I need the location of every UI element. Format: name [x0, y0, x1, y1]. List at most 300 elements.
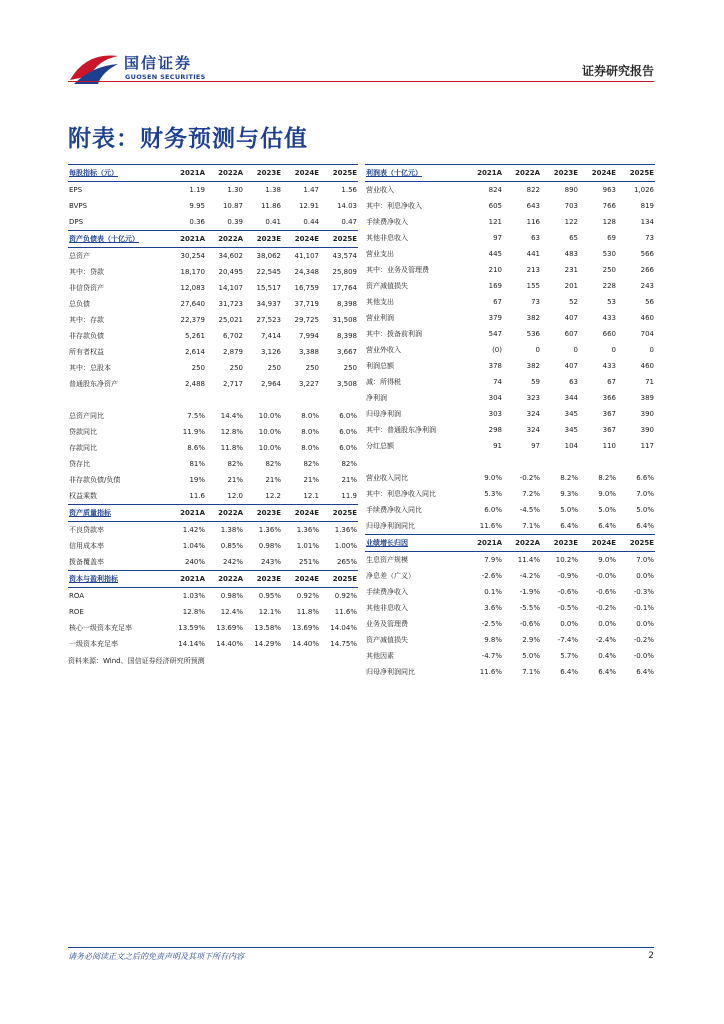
row-value: 8.6%	[187, 444, 205, 452]
row-value: 29,725	[294, 316, 319, 324]
row-value: 2.9%	[522, 636, 540, 644]
table-row	[365, 326, 655, 342]
row-label: 分红总额	[366, 442, 394, 450]
row-value: 6.0%	[339, 444, 357, 452]
table-title	[68, 231, 168, 248]
row-value: 242%	[222, 558, 243, 566]
financial-table	[68, 230, 358, 504]
row-value: 91	[493, 442, 502, 450]
row-value: 0	[611, 346, 616, 354]
row-value: 0.98%	[220, 592, 243, 600]
year-header: 2022A	[206, 231, 244, 248]
table-row	[365, 374, 655, 390]
financial-table	[68, 570, 358, 652]
row-value: 266	[640, 266, 654, 274]
row-value: 1.19	[189, 186, 205, 194]
row-value: 16,759	[294, 284, 319, 292]
table-row	[68, 198, 358, 214]
row-value: 566	[640, 250, 654, 258]
row-value: 0.41	[265, 218, 281, 226]
row-value: 82%	[341, 460, 357, 468]
row-value: 298	[488, 426, 502, 434]
row-value: 117	[640, 442, 654, 450]
row-label: 营业利润	[366, 314, 394, 322]
row-value	[168, 392, 206, 408]
row-label: 其中：业务及管理费	[366, 266, 429, 274]
row-value: -0.3%	[633, 588, 654, 596]
table-row	[68, 296, 358, 312]
row-value: 20,495	[218, 268, 243, 276]
table-row	[68, 488, 358, 504]
row-value: 367	[602, 410, 616, 418]
financial-table	[365, 534, 655, 680]
row-value: 3,508	[336, 380, 357, 388]
row-value: -4.2%	[519, 572, 540, 580]
year-header: 2023E	[244, 571, 282, 588]
row-value: 379	[488, 314, 502, 322]
row-value: 122	[564, 218, 578, 226]
row-label: 资产减值损失	[366, 282, 408, 290]
table-row	[68, 344, 358, 360]
row-value: 67	[493, 298, 502, 306]
row-value: -2.5%	[481, 620, 502, 628]
row-label: 普通股东净资产	[69, 380, 118, 388]
row-value: 2,717	[222, 380, 243, 388]
row-value: 231	[564, 266, 578, 274]
row-value: 5.3%	[484, 490, 502, 498]
row-value: 389	[640, 394, 654, 402]
row-label: 生息资产规模	[366, 556, 408, 564]
page-number: 2	[648, 951, 654, 961]
row-label: 手续费净收入	[366, 588, 408, 596]
table-row	[365, 182, 655, 199]
row-value: 3,667	[336, 348, 357, 356]
row-value: 8.0%	[301, 444, 319, 452]
spacer-row	[68, 392, 358, 408]
year-header: 2025E	[320, 505, 358, 522]
row-value: 213	[526, 266, 540, 274]
row-value: 890	[564, 186, 578, 194]
row-value: 483	[564, 250, 578, 258]
row-value: 0.47	[341, 218, 357, 226]
row-label: 总资产	[69, 252, 90, 260]
row-value: 445	[488, 250, 502, 258]
row-value: 59	[531, 378, 540, 386]
row-value: 11.6%	[479, 668, 502, 676]
row-value: 390	[640, 426, 654, 434]
row-value: 10.0%	[258, 428, 281, 436]
row-label: 存款同比	[69, 444, 97, 452]
year-header: 2023E	[541, 535, 579, 552]
row-value: 6.4%	[636, 522, 654, 530]
logo-english-name: GUOSEN SECURITIES	[125, 73, 206, 81]
row-value: 104	[564, 442, 578, 450]
year-header: 2022A	[206, 165, 244, 182]
row-value: 13.69%	[216, 624, 243, 632]
row-value: 407	[564, 362, 578, 370]
row-value: 67	[607, 378, 616, 386]
row-label: 净息差（广义）	[366, 572, 415, 580]
row-value: 21%	[303, 476, 319, 484]
row-value: 250	[602, 266, 616, 274]
row-value: 13.59%	[178, 624, 205, 632]
row-value: 460	[640, 362, 654, 370]
row-value: 0.1%	[484, 588, 502, 596]
year-header: 2021A	[168, 165, 206, 182]
row-label: ROA	[69, 592, 85, 600]
row-value: 12.1%	[258, 608, 281, 616]
row-value: 11.8%	[296, 608, 319, 616]
row-label: 非存款负债/负债	[69, 476, 121, 484]
table-row	[365, 262, 655, 278]
table-row	[365, 486, 655, 502]
table-row	[365, 310, 655, 326]
row-value: 14.14%	[178, 640, 205, 648]
row-value: 7.2%	[522, 490, 540, 498]
row-label: 非存款负债	[69, 332, 104, 340]
row-value: 407	[564, 314, 578, 322]
row-label: 其中：利息净收入	[366, 202, 422, 210]
row-value: 65	[569, 234, 578, 242]
table-row	[365, 230, 655, 246]
row-value: 7.0%	[636, 490, 654, 498]
row-value: 18,170	[180, 268, 205, 276]
row-value: 14,107	[218, 284, 243, 292]
row-value: -0.5%	[557, 604, 578, 612]
row-value: 116	[526, 218, 540, 226]
row-label: 其中：贷款	[69, 268, 104, 276]
row-value: 1.03%	[182, 592, 205, 600]
row-value: 0.95%	[258, 592, 281, 600]
row-value: 324	[526, 410, 540, 418]
row-value: 82%	[303, 460, 319, 468]
table-row	[68, 620, 358, 636]
row-value: 22,545	[256, 268, 281, 276]
row-value: 12.8%	[182, 608, 205, 616]
row-value: 14.03	[336, 202, 357, 210]
year-header: 2023E	[244, 231, 282, 248]
left-column	[68, 164, 358, 666]
year-header: 2024E	[579, 165, 617, 182]
table-row	[68, 456, 358, 472]
row-value: 228	[602, 282, 616, 290]
row-value: -7.4%	[557, 636, 578, 644]
row-value: 8,398	[336, 300, 357, 308]
table-title	[68, 505, 168, 522]
row-label: 所有者权益	[69, 348, 104, 356]
row-value: 0	[573, 346, 578, 354]
row-value: 240%	[184, 558, 205, 566]
row-value: -0.9%	[557, 572, 578, 580]
row-label: 其他非息收入	[366, 604, 408, 612]
row-label: 权益乘数	[69, 492, 97, 500]
row-value: 8.2%	[560, 474, 578, 482]
row-value: 82%	[265, 460, 281, 468]
row-value: 5.0%	[560, 506, 578, 514]
row-value: 21%	[341, 476, 357, 484]
table-header-row	[365, 165, 655, 182]
row-value: 11.4%	[517, 556, 540, 564]
table-row	[365, 342, 655, 358]
row-value: 6.4%	[560, 668, 578, 676]
row-value: 704	[640, 330, 654, 338]
year-header: 2021A	[168, 231, 206, 248]
row-value: 250	[191, 364, 205, 372]
row-value: 0.0%	[636, 572, 654, 580]
row-value: 382	[526, 362, 540, 370]
row-value: 9.8%	[484, 636, 502, 644]
right-column	[365, 164, 655, 680]
row-value: 303	[488, 410, 502, 418]
financial-table	[68, 164, 358, 230]
row-label: 归母净利润	[366, 410, 401, 418]
row-value: 6.0%	[339, 412, 357, 420]
year-header: 2024E	[579, 535, 617, 552]
row-value: 6.4%	[560, 522, 578, 530]
row-value: 5.0%	[598, 506, 616, 514]
year-header: 2025E	[617, 165, 655, 182]
year-header: 2025E	[617, 535, 655, 552]
row-value: 12.8%	[220, 428, 243, 436]
row-value: 1.36%	[296, 526, 319, 534]
row-value: 201	[564, 282, 578, 290]
row-value: 7.9%	[484, 556, 502, 564]
row-value: 10.2%	[555, 556, 578, 564]
row-value: 0.44	[303, 218, 319, 226]
year-header: 2022A	[503, 535, 541, 552]
row-value	[617, 454, 655, 470]
row-value: 11.86	[260, 202, 281, 210]
row-value: 71	[645, 378, 654, 386]
row-value: 12.0	[227, 492, 243, 500]
year-header: 2024E	[282, 505, 320, 522]
row-value: 1.04%	[182, 542, 205, 550]
row-value: 31,508	[332, 316, 357, 324]
row-value: 37,719	[294, 300, 319, 308]
row-label: 营业收入	[366, 186, 394, 194]
row-value: 97	[531, 442, 540, 450]
row-value: 441	[526, 250, 540, 258]
row-value: 210	[488, 266, 502, 274]
row-value: 1.38	[265, 186, 281, 194]
year-header: 2024E	[282, 571, 320, 588]
row-label: 净利润	[366, 394, 387, 402]
table-title-text: 资本与盈利指标	[69, 575, 118, 583]
row-value: 345	[564, 410, 578, 418]
row-value: 82%	[227, 460, 243, 468]
row-value: 243%	[260, 558, 281, 566]
row-value: 3,126	[260, 348, 281, 356]
row-value: 660	[602, 330, 616, 338]
row-value: -0.2%	[519, 474, 540, 482]
row-value: 27,523	[256, 316, 281, 324]
table-row	[68, 636, 358, 652]
row-value: 7.1%	[522, 522, 540, 530]
page-title: 附表：财务预测与估值	[68, 126, 308, 152]
year-header: 2024E	[282, 231, 320, 248]
footer-divider	[68, 947, 654, 948]
header-divider	[68, 81, 654, 82]
row-value: 382	[526, 314, 540, 322]
row-value: 304	[488, 394, 502, 402]
row-label: 归母净利润同比	[366, 668, 415, 676]
table-title	[365, 165, 465, 182]
row-value: -1.9%	[519, 588, 540, 596]
row-label	[365, 454, 465, 470]
row-value: 8.2%	[598, 474, 616, 482]
row-value: 10.0%	[258, 444, 281, 452]
row-value: -0.6%	[519, 620, 540, 628]
row-value: 1.47	[303, 186, 319, 194]
row-value: 13.58%	[254, 624, 281, 632]
row-label: 资产减值损失	[366, 636, 408, 644]
row-value	[244, 392, 282, 408]
row-value: 9.0%	[598, 556, 616, 564]
table-row	[365, 502, 655, 518]
row-value: 0.4%	[598, 652, 616, 660]
row-value: 6.4%	[598, 522, 616, 530]
row-label: 其他支出	[366, 298, 394, 306]
row-label: 其中：拨备前利润	[366, 330, 422, 338]
row-label: 其中：利息净收入同比	[366, 490, 436, 498]
row-value: -4.5%	[519, 506, 540, 514]
row-value: 0.39	[227, 218, 243, 226]
row-value: 10.0%	[258, 412, 281, 420]
row-value: 0.0%	[598, 620, 616, 628]
row-value: 14.04%	[330, 624, 357, 632]
year-header: 2022A	[206, 571, 244, 588]
row-value: 56	[645, 298, 654, 306]
year-header: 2022A	[206, 505, 244, 522]
row-value	[541, 454, 579, 470]
row-value: 703	[564, 202, 578, 210]
row-value: 390	[640, 410, 654, 418]
row-value: 25,021	[218, 316, 243, 324]
row-value: 1,026	[633, 186, 654, 194]
table-row	[365, 198, 655, 214]
row-value: 7,414	[260, 332, 281, 340]
row-value	[320, 392, 358, 408]
row-label: 手续费净收入同比	[366, 506, 422, 514]
year-header: 2025E	[320, 165, 358, 182]
row-value: 25,809	[332, 268, 357, 276]
row-value: 121	[488, 218, 502, 226]
row-value: 22,379	[180, 316, 205, 324]
table-row	[365, 294, 655, 310]
year-header: 2021A	[465, 165, 503, 182]
row-value: 41,107	[294, 252, 319, 260]
year-header: 2022A	[503, 165, 541, 182]
row-label: 手续费净收入	[366, 218, 408, 226]
table-row	[365, 632, 655, 648]
year-header: 2025E	[320, 231, 358, 248]
row-value: 0	[535, 346, 540, 354]
row-value: 963	[602, 186, 616, 194]
row-value: 265%	[336, 558, 357, 566]
table-row	[68, 472, 358, 488]
page-header	[0, 0, 724, 90]
row-value: 11.9	[341, 492, 357, 500]
financial-table	[68, 504, 358, 570]
table-row	[68, 522, 358, 539]
row-value: 250	[267, 364, 281, 372]
table-row	[365, 616, 655, 632]
row-value: 81%	[189, 460, 205, 468]
row-value: 9.3%	[560, 490, 578, 498]
source-note: 资料来源：Wind、国信证券经济研究所预测	[68, 657, 205, 665]
row-value: 5,261	[184, 332, 205, 340]
table-row	[68, 328, 358, 344]
row-value: 2,964	[260, 380, 281, 388]
row-value: 110	[602, 442, 616, 450]
row-value: 345	[564, 426, 578, 434]
row-value: 605	[488, 202, 502, 210]
table-title-text: 资产负债表（十亿元）	[69, 235, 139, 243]
table-row	[68, 440, 358, 456]
row-label: 其他因素	[366, 652, 394, 660]
row-value: 7.5%	[187, 412, 205, 420]
table-row	[365, 518, 655, 534]
row-value: 6.0%	[339, 428, 357, 436]
row-value: 97	[493, 234, 502, 242]
row-value: 63	[569, 378, 578, 386]
row-value: -2.6%	[481, 572, 502, 580]
row-value: 250	[305, 364, 319, 372]
table-row	[365, 390, 655, 406]
row-value: -4.7%	[481, 652, 502, 660]
year-header: 2025E	[320, 571, 358, 588]
row-value: -0.1%	[633, 604, 654, 612]
row-value: 824	[488, 186, 502, 194]
row-value: 31,723	[218, 300, 243, 308]
row-value: 169	[488, 282, 502, 290]
row-value: 5.0%	[636, 506, 654, 514]
row-value: 0.0%	[560, 620, 578, 628]
table-title-text: 每股指标（元）	[69, 169, 118, 177]
row-label: 总资产同比	[69, 412, 104, 420]
row-value: 11.6%	[479, 522, 502, 530]
row-label: 贷款同比	[69, 428, 97, 436]
table-header-row	[68, 571, 358, 588]
row-value: -5.5%	[519, 604, 540, 612]
row-value: 6.4%	[598, 668, 616, 676]
row-label: 其中：总股本	[69, 364, 111, 372]
table-row	[365, 406, 655, 422]
row-value: 0.0%	[636, 620, 654, 628]
row-value: 547	[488, 330, 502, 338]
row-value: 43,574	[332, 252, 357, 260]
row-value: 1.36%	[334, 526, 357, 534]
row-value: 0	[649, 346, 654, 354]
row-value: 1.56	[341, 186, 357, 194]
table-row	[68, 424, 358, 440]
row-value: 366	[602, 394, 616, 402]
year-header: 2021A	[465, 535, 503, 552]
row-value: 17,764	[332, 284, 357, 292]
row-value: 12,083	[180, 284, 205, 292]
year-header: 2023E	[244, 505, 282, 522]
row-value: -0.0%	[595, 572, 616, 580]
row-value: -0.6%	[595, 588, 616, 596]
row-value: 11.6%	[334, 608, 357, 616]
row-label: ROE	[69, 608, 84, 616]
row-value: 607	[564, 330, 578, 338]
table-row	[365, 552, 655, 569]
row-label: 减：所得税	[366, 378, 401, 386]
row-label: 营业支出	[366, 250, 394, 258]
disclaimer-text: 请务必阅读正文之后的免责声明及其项下所有内容	[68, 952, 244, 961]
row-label: 信用成本率	[69, 542, 104, 550]
